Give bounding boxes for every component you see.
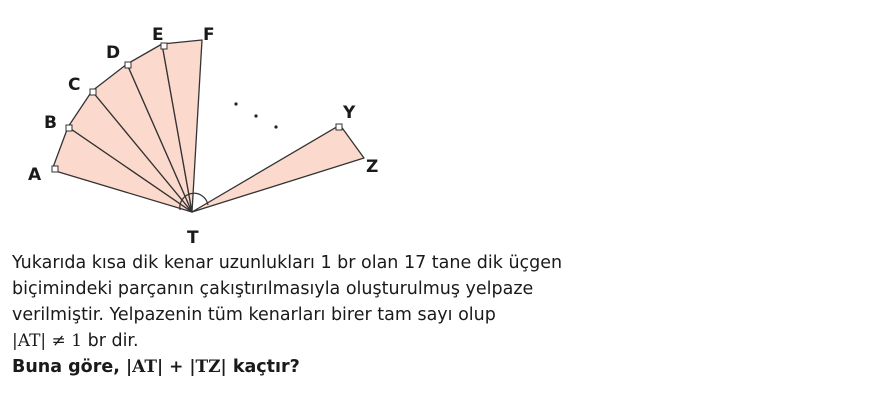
label-f: F bbox=[203, 25, 215, 45]
right-angle-mark-y bbox=[336, 124, 342, 130]
right-angle-mark-a bbox=[52, 166, 58, 172]
label-b: B bbox=[44, 113, 57, 133]
question-text bbox=[12, 250, 872, 380]
question-line-4 bbox=[12, 328, 872, 354]
question-prompt-prefix: Buna göre, bbox=[12, 357, 120, 377]
label-a: A bbox=[28, 165, 42, 185]
question-line-1: Yukarıda kısa dik kenar uzunlukları 1 br olan 17 tane dik üçgen bbox=[12, 253, 563, 273]
question-prompt bbox=[12, 354, 872, 380]
label-z: Z bbox=[366, 157, 379, 177]
sum-expression: |AT| + |TZ| bbox=[125, 357, 227, 377]
label-d: D bbox=[106, 43, 121, 63]
label-c: C bbox=[68, 75, 81, 95]
ellipsis-dots bbox=[234, 102, 277, 128]
at-not-one-expression: |AT| ≠ 1 bbox=[12, 331, 83, 351]
question-line-2: biçimindeki parçanın çakıştırılmasıyla oluşturulmuş yelpaze bbox=[12, 279, 534, 299]
label-y: Y bbox=[343, 103, 356, 123]
right-angle-mark-b bbox=[66, 125, 72, 131]
question-prompt-suffix: kaçtır? bbox=[232, 357, 300, 377]
question-line-4-text: br dir. bbox=[87, 331, 139, 351]
triangle-yz bbox=[192, 125, 364, 212]
right-angle-mark-d bbox=[125, 62, 131, 68]
question-line-3: verilmiştir. Yelpazenin tüm kenarları birer tam sayı olup bbox=[12, 305, 496, 325]
label-t: T bbox=[187, 228, 199, 248]
fan-triangles bbox=[52, 40, 364, 212]
label-e: E bbox=[152, 25, 164, 45]
right-angle-mark-c bbox=[90, 89, 96, 95]
